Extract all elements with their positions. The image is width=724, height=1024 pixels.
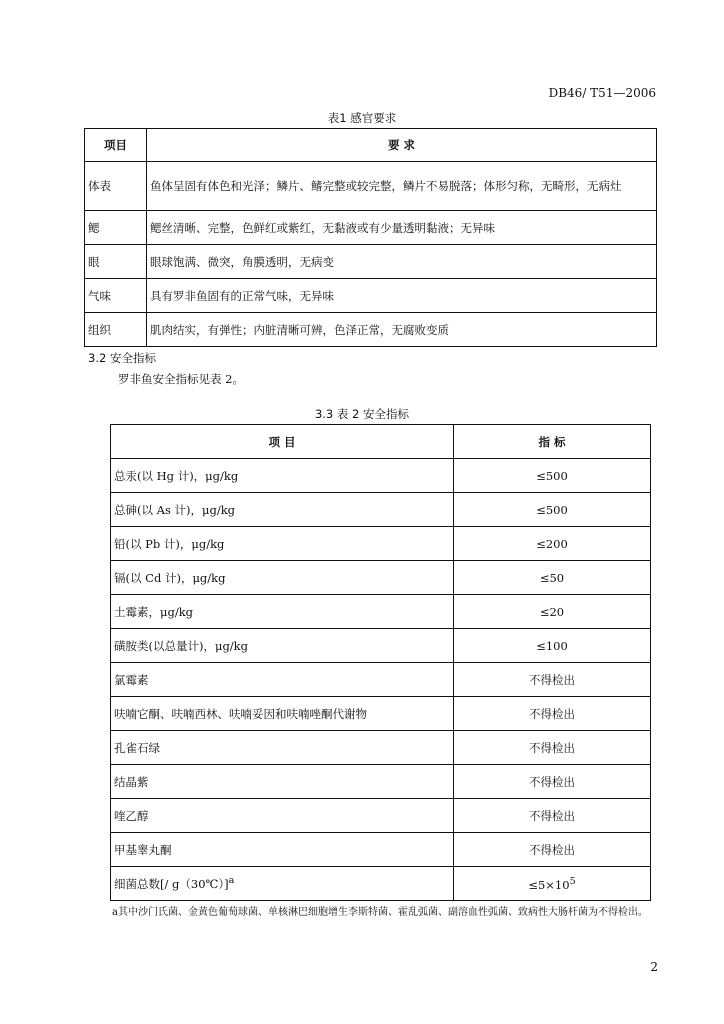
row-value: ≤200 <box>454 527 651 561</box>
table-row <box>111 595 651 629</box>
row-item: 鳃 <box>85 211 147 245</box>
sensory-requirements-table <box>84 128 657 347</box>
table-row <box>85 279 657 313</box>
table1-caption: 表1 感官要求 <box>327 111 397 125</box>
row-value: 不得检出 <box>454 663 651 697</box>
table-row <box>111 459 651 493</box>
row-item: 孔雀石绿 <box>111 731 454 765</box>
row-item: 喹乙醇 <box>111 799 454 833</box>
row-item: 体表 <box>85 162 147 211</box>
table-row <box>111 663 651 697</box>
table-row <box>111 493 651 527</box>
row-item <box>111 867 454 901</box>
bacteria-limit: ≤5×10 <box>528 877 570 892</box>
table-header-row <box>85 129 657 162</box>
table-row <box>85 245 657 279</box>
row-item: 氯霉素 <box>111 663 454 697</box>
header-item: 项 目 <box>111 425 454 459</box>
row-item: 镉(以 Cd 计)，μg/kg <box>111 561 454 595</box>
row-requirement: 肌肉结实，有弹性；内脏清晰可辨，色泽正常，无腐败变质 <box>147 313 657 347</box>
footnote: a其中沙门氏菌、金黄色葡萄球菌、单核淋巴细胞增生李斯特菌、霍乱弧菌、副溶血性弧菌、致病性大肠杆菌为不得检出。 <box>112 907 648 918</box>
row-item: 磺胺类(以总量计)，μg/kg <box>111 629 454 663</box>
row-value: 不得检出 <box>454 799 651 833</box>
table-row-bacteria <box>111 867 651 901</box>
row-value: 不得检出 <box>454 765 651 799</box>
page-number: 2 <box>650 960 658 974</box>
table-row <box>111 561 651 595</box>
table-row <box>85 211 657 245</box>
footnote-marker: a <box>228 875 235 887</box>
bacteria-label: 细菌总数[/ g（30℃）] <box>114 876 229 891</box>
table-row <box>85 313 657 347</box>
row-value: ≤50 <box>454 561 651 595</box>
row-value: ≤500 <box>454 459 651 493</box>
header-requirement: 要 求 <box>147 129 657 162</box>
row-requirement: 鱼体呈固有体色和光泽；鳞片、鳍完整或较完整，鳞片不易脱落；体形匀称，无畸形，无病灶 <box>147 162 657 211</box>
row-item: 结晶紫 <box>111 765 454 799</box>
row-item: 总砷(以 As 计)，μg/kg <box>111 493 454 527</box>
header-indicator: 指 标 <box>454 425 651 459</box>
row-requirement: 眼球饱满、微突，角膜透明，无病变 <box>147 245 657 279</box>
exponent: 5 <box>569 875 576 887</box>
table-row <box>111 697 651 731</box>
table-header-row <box>111 425 651 459</box>
row-item: 眼 <box>85 245 147 279</box>
row-value: ≤20 <box>454 595 651 629</box>
row-item: 呋喃它酮、呋喃西林、呋喃妥因和呋喃唑酮代谢物 <box>111 697 454 731</box>
row-value <box>454 867 651 901</box>
row-requirement: 具有罗非鱼固有的正常气味，无异味 <box>147 279 657 313</box>
table-row <box>111 765 651 799</box>
table-row <box>111 799 651 833</box>
row-requirement: 鳃丝清晰、完整，色鲜红或紫红，无黏液或有少量透明黏液；无异味 <box>147 211 657 245</box>
table-row <box>111 731 651 765</box>
row-item: 组织 <box>85 313 147 347</box>
row-item: 总汞(以 Hg 计)，μg/kg <box>111 459 454 493</box>
row-item: 甲基睾丸酮 <box>111 833 454 867</box>
row-value: 不得检出 <box>454 731 651 765</box>
table-row <box>111 527 651 561</box>
row-item: 气味 <box>85 279 147 313</box>
row-value: ≤500 <box>454 493 651 527</box>
document-code: DB46/ T51—2006 <box>548 86 656 100</box>
row-value: 不得检出 <box>454 833 651 867</box>
safety-indicators-table <box>110 424 651 901</box>
section-text: 罗非鱼安全指标见表 2。 <box>118 372 244 386</box>
table-row <box>85 162 657 211</box>
section-heading: 3.2 安全指标 <box>88 351 156 365</box>
header-item: 项目 <box>85 129 147 162</box>
row-value: 不得检出 <box>454 697 651 731</box>
table-row <box>111 833 651 867</box>
row-item: 铅(以 Pb 计)，μg/kg <box>111 527 454 561</box>
row-value: ≤100 <box>454 629 651 663</box>
row-item: 土霉素，μg/kg <box>111 595 454 629</box>
table-row <box>111 629 651 663</box>
table2-caption: 3.3 表 2 安全指标 <box>314 407 410 421</box>
